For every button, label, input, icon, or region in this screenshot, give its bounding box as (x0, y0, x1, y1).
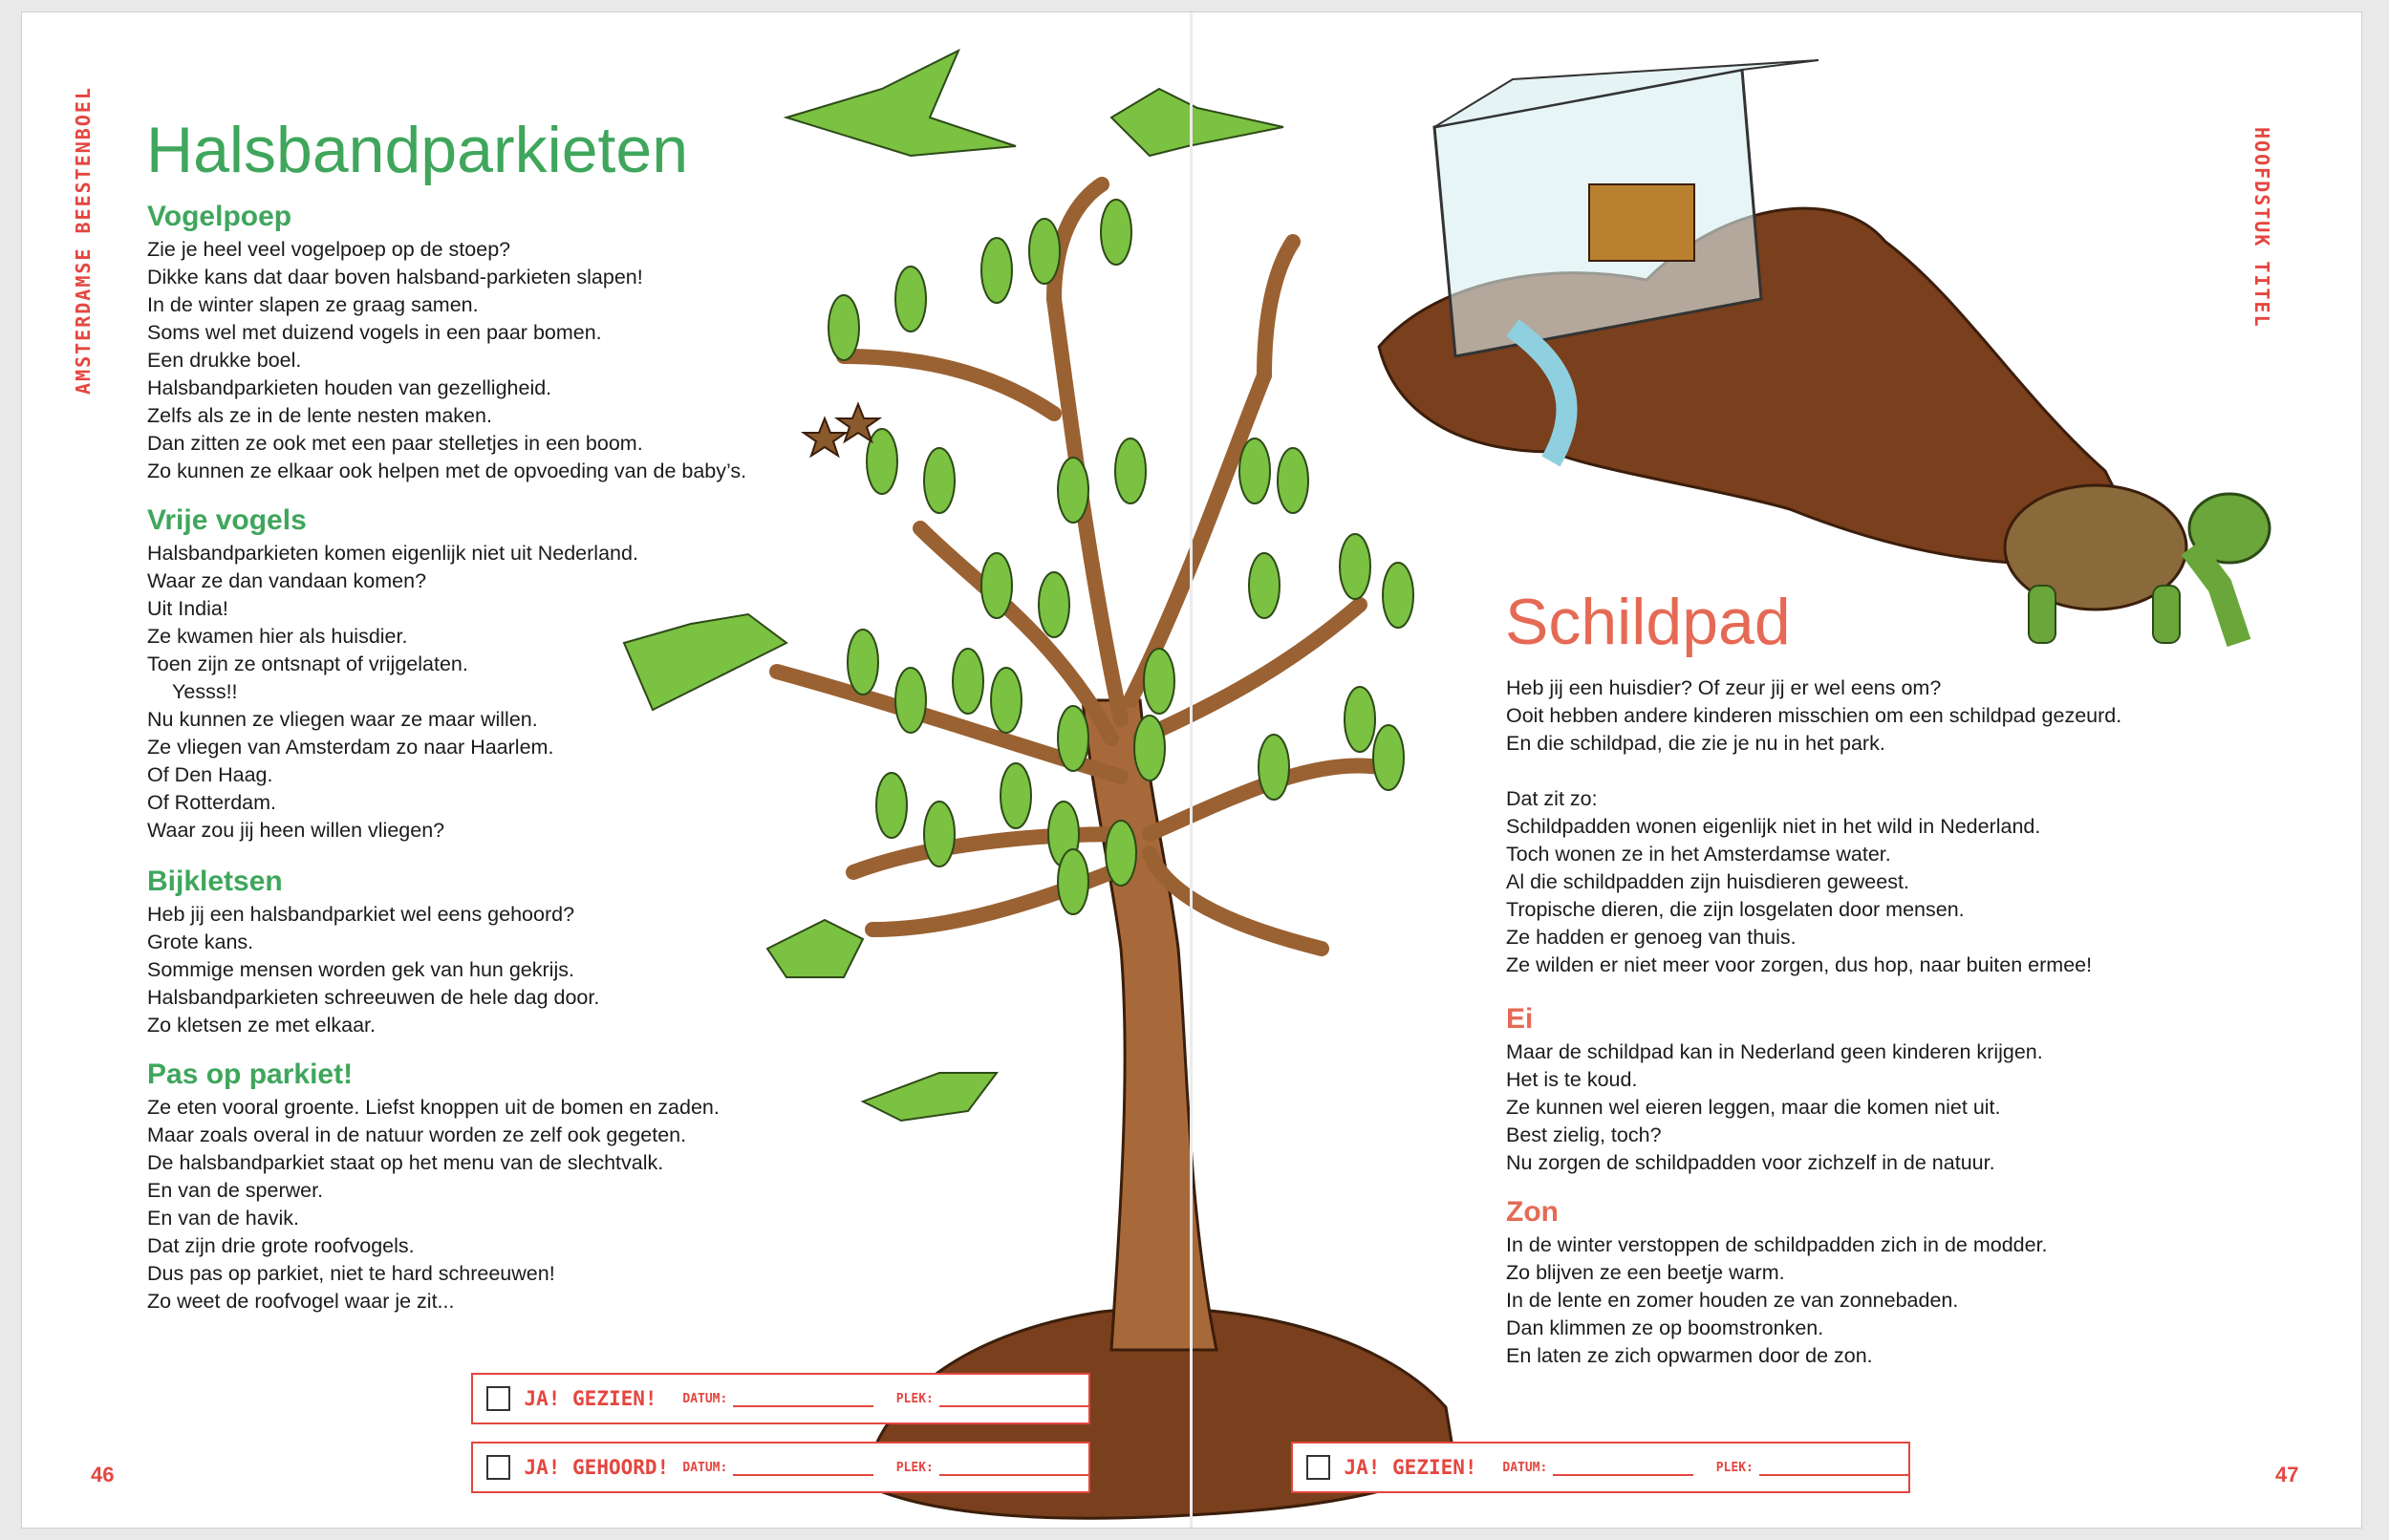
section-vrije-vogels (147, 505, 638, 845)
checkbox-seen-row (471, 1373, 1090, 1424)
section-bijkletsen (147, 866, 599, 1039)
text-line: Dan zitten ze ook met een paar stelletjes in een boom. (147, 431, 643, 455)
text-line: Toen zijn ze ontsnapt of vrijgelaten. (147, 652, 468, 675)
text-line: En laten ze zich opwarmen door de zon. (1506, 1343, 1873, 1367)
text-line: Ooit hebben andere kinderen misschien om een schildpad gezeurd. (1506, 704, 2122, 727)
left-page-title: Halsbandparkieten (146, 114, 689, 186)
text-line: Ze eten vooral groente. Liefst knoppen uit de bomen en zaden. (147, 1095, 720, 1119)
text-line: Halsbandparkieten schreeuwen de hele dag door. (147, 985, 600, 1009)
section-heading: Bijkletsen (147, 866, 283, 897)
seen-checkbox[interactable] (486, 1386, 510, 1411)
place-field[interactable] (939, 1390, 1088, 1407)
text-line: Ze kunnen wel eieren leggen, maar die komen niet uit. (1506, 1095, 2001, 1119)
text-line: In de lente en zomer houden ze van zonnebaden. (1506, 1288, 1959, 1312)
text-line: Dikke kans dat daar boven halsband-parkieten slapen! (147, 265, 643, 289)
section-heading: Ei (1506, 1003, 1534, 1035)
text-line: Of Rotterdam. (147, 790, 277, 814)
text-line: Waar zou jij heen willen vliegen? (147, 818, 445, 842)
turtle-illustration (2005, 485, 2270, 643)
text-line: Zelfs als ze in de lente nesten maken. (147, 403, 492, 427)
section-vogelpoep (147, 202, 746, 485)
text-line: Zo kunnen ze elkaar ook helpen met de opvoeding van de baby’s. (147, 459, 747, 482)
text-line: Uit India! (147, 596, 228, 620)
date-field[interactable] (733, 1459, 872, 1476)
text-line: Grote kans. (147, 930, 254, 953)
text-line: Waar ze dan vandaan komen? (147, 568, 427, 592)
text-line: Halsbandparkieten komen eigenlijk niet uit Nederland. (147, 541, 638, 565)
blank-line (1506, 758, 2121, 785)
book-spread (21, 11, 2362, 1529)
checkbox-seen-row-right (1291, 1442, 1910, 1493)
checkbox-label: JA! GEHOORD! (524, 1456, 670, 1479)
text-line: Halsbandparkieten houden van gezelligheid. (147, 375, 552, 399)
text-line: Ze hadden er genoeg van thuis. (1506, 926, 1797, 949)
place-label: PLEK: (895, 1391, 934, 1406)
checkbox-label: JA! GEZIEN! (1344, 1456, 1477, 1479)
text-line: Tropische dieren, die zijn losgelaten door mensen. (1506, 898, 1965, 921)
text-line: Heb jij een halsbandparkiet wel eens gehoord? (147, 902, 575, 926)
text-line: Zie je heel veel vogelpoep op de stoep? (147, 237, 511, 261)
text-line: Best zielig, toch? (1506, 1123, 1662, 1146)
text-line: In de winter slapen ze graag samen. (147, 292, 479, 316)
section-heading: Vogelpoep (147, 201, 292, 232)
checkbox-heard-row (471, 1442, 1090, 1493)
text-line: Al die schildpadden zijn huisdieren geweest. (1506, 870, 1909, 893)
section-intro (1506, 674, 2121, 979)
section-ei (1506, 1004, 2043, 1177)
section-heading: Zon (1506, 1196, 1559, 1228)
text-line: Dat zijn drie grote roofvogels. (147, 1233, 415, 1257)
page-gutter (1190, 12, 1193, 1528)
text-line: Soms wel met duizend vogels in een paar bomen. (147, 320, 602, 344)
text-line: Ze wilden er niet meer voor zorgen, dus hop, naar buiten ermee! (1506, 953, 2093, 976)
text-line: Schildpadden wonen eigenlijk niet in het wild in Nederland. (1506, 815, 2041, 838)
text-line: De halsbandparkiet staat op het menu van de slechtvalk. (147, 1150, 664, 1174)
section-heading: Pas op parkiet! (147, 1059, 354, 1090)
date-label: DATUM: (1502, 1460, 1548, 1475)
text-line: En van de havik. (147, 1206, 299, 1230)
text-line: Toch wonen ze in het Amsterdamse water. (1506, 843, 1891, 866)
text-line: In de winter verstoppen de schildpadden zich in de modder. (1506, 1232, 2048, 1256)
text-line: Dus pas op parkiet, niet te hard schreeuwen! (147, 1261, 555, 1285)
section-heading: Vrije vogels (147, 504, 307, 536)
text-line: Heb jij een huisdier? Of zeur jij er wel eens om? (1506, 676, 1942, 699)
text-line: Dat zit zo: (1506, 787, 1598, 810)
right-side-tab: HOOFDSTUK TITEL (2250, 127, 2273, 329)
seen-checkbox[interactable] (1306, 1455, 1330, 1480)
left-page-number: 46 (91, 1463, 115, 1487)
date-field[interactable] (1553, 1459, 1692, 1476)
text-line: Ze kwamen hier als huisdier. (147, 624, 408, 648)
date-label: DATUM: (682, 1460, 728, 1475)
text-line: En die schildpad, die zie je nu in het park. (1506, 732, 1885, 755)
text-line: Een drukke boel. (147, 348, 302, 372)
text-line: Het is te koud. (1506, 1067, 1638, 1091)
text-line: Zo blijven ze een beetje warm. (1506, 1260, 1785, 1284)
aquarium-on-mound-illustration (1379, 60, 2143, 564)
heard-checkbox[interactable] (486, 1455, 510, 1480)
tree-with-parakeets-illustration (777, 184, 1413, 1350)
place-label: PLEK: (1715, 1460, 1754, 1475)
text-line: Nu kunnen ze vliegen waar ze maar willen. (147, 707, 538, 731)
text-line: Maar zoals overal in de natuur worden ze zelf ook gegeten. (147, 1123, 687, 1146)
checkbox-label: JA! GEZIEN! (524, 1387, 657, 1410)
section-zon (1506, 1197, 2048, 1370)
text-line: Nu zorgen de schildpadden voor zichzelf in de natuur. (1506, 1150, 1995, 1174)
date-field[interactable] (733, 1390, 872, 1407)
text-line: Sommige mensen worden gek van hun gekrijs. (147, 957, 574, 981)
place-field[interactable] (1759, 1459, 1908, 1476)
text-line: Of Den Haag. (147, 762, 273, 786)
text-line: Yesss!! (172, 679, 238, 703)
text-line: Maar de schildpad kan in Nederland geen kinderen krijgen. (1506, 1039, 2043, 1063)
left-side-tab: AMSTERDAMSE BEESTENBOEL (72, 86, 95, 395)
text-line: Ze vliegen van Amsterdam zo naar Haarlem. (147, 735, 554, 759)
text-line: Zo kletsen ze met elkaar. (147, 1013, 376, 1037)
place-label: PLEK: (895, 1460, 934, 1475)
text-line: Dan klimmen ze op boomstronken. (1506, 1315, 1824, 1339)
right-page-number: 47 (2275, 1463, 2299, 1487)
text-line: Zo weet de roofvogel waar je zit... (147, 1289, 455, 1313)
right-page-title: Schildpad (1505, 586, 1791, 658)
section-pas-op-parkiet (147, 1059, 720, 1315)
place-field[interactable] (939, 1459, 1088, 1476)
date-label: DATUM: (682, 1391, 728, 1406)
text-line: En van de sperwer. (147, 1178, 324, 1202)
